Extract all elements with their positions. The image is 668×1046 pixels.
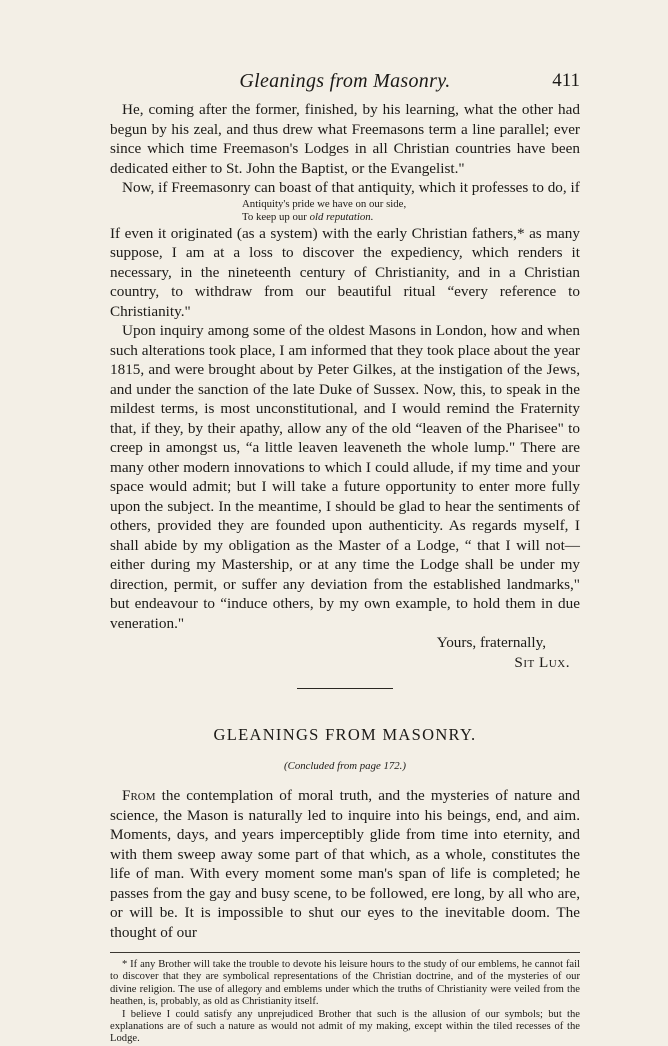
section-paragraph-text: the contemplation of moral truth, and the mysteries of nature and science, the Mason is naturally led to inquire into his beings, end, and aim. Moments, days, and years imperceptibly glide from time into eternity, and with them sweep away some part of that which, as a whole, constitutes the life of man. With every moment some man's span of life is completed; he passes from the gay and busy scene, to be followed, ere long, by all who are, or will be. It is impossible to shut our eyes to the inevitable doom. The thought of our: [110, 787, 580, 941]
page-number: 411: [552, 70, 580, 91]
letter-paragraph: If even it originated (as a system) with the early Christian fathers,* as many suppose, I am at a loss to discover the expediency, which renders it necessary, in the nineteenth century of Christianity, and in a Christian country, to withdraw from our beautiful ritual “every reference to Christianity.": [110, 224, 580, 320]
continued-note: (Concluded from page 172.): [284, 759, 406, 772]
verse-line: Antiquity's pride we have on our side,: [242, 197, 407, 210]
footnote-divider: [110, 952, 580, 953]
section-title: GLEANINGS FROM MASONRY.: [213, 725, 477, 744]
letter-signature: [110, 653, 580, 673]
page-body: [110, 100, 580, 1046]
footnotes: [110, 959, 580, 1046]
running-title: Gleanings from Masonry.: [239, 70, 451, 92]
footnote: I believe I could satisfy any unprejudiced Brother that such is the allusion of our symbols; but the explanations are of such a nature as would not admit of my making, except within the tiled recesses of the Lodge.: [110, 1008, 580, 1045]
section-paragraph: [110, 786, 580, 942]
section-divider: [297, 688, 393, 689]
letter-closing: [110, 633, 580, 653]
lead-word: From: [122, 787, 156, 804]
signature-text: Sit Lux.: [514, 653, 570, 671]
letter-paragraph: Upon inquiry among some of the oldest Masons in London, how and when such alterations took place, I am informed that they took place about the year 1815, and were brought about by Peter Gilkes, at the instigation of the Jews, and under the sanction of the late Duke of Sussex. Now, this, to speak in the mildest terms, is most unconstitutional, and I would remind the Fraternity that, if they, by their apathy, allow any of the old “leaven of the Pharisee" to creep in amongst us, “a little leaven leaveneth the whole lump." There are many other modern innovations to which I could allude, if my time and your space would admit; but I will take a future opportunity to enter more fully upon the subject. In the meantime, I should be glad to hear the sentiments of others, provided they are founded upon authenticity. As regards myself, I shall abide by my obligation as the Master of a Lodge, “ that I will not—either during my Mastership, or at any time the Lodge shall be under my direction, permit, or suffer any deviation from the established landmarks," but endeavour to “induce others, by my own example, to hold them in due veneration.": [110, 322, 580, 632]
letter-paragraph: Now, if Freemasonry can boast of that antiquity, which it professes to do, if: [122, 179, 580, 196]
footnote: * If any Brother will take the trouble to devote his leisure hours to the study of our emblems, he cannot fail to discover that they are symbolical representations of the Christian doctrine, and of the mysteries of our divine religion. The use of allegory and emblems under which the truths of Christianity were veiled from the heathen, is, probably, as old as Christianity itself.: [110, 959, 580, 1008]
verse-line-text: To keep up our: [242, 210, 310, 223]
verse-quote: [242, 198, 580, 224]
page-header: [110, 70, 580, 94]
verse-line-italic: old reputation.: [309, 210, 374, 223]
closing-text: Yours, fraternally,: [436, 634, 546, 651]
verse-line: [242, 211, 580, 224]
letter-paragraph: He, coming after the former, finished, by his learning, what the other had begun by his zeal, and thus drew what Freemasons term a line parallel; ever since which time Freemason's Lodges in all Christian countries have been dedicated either to St. John the Baptist, or the Evangelist.": [110, 101, 580, 177]
